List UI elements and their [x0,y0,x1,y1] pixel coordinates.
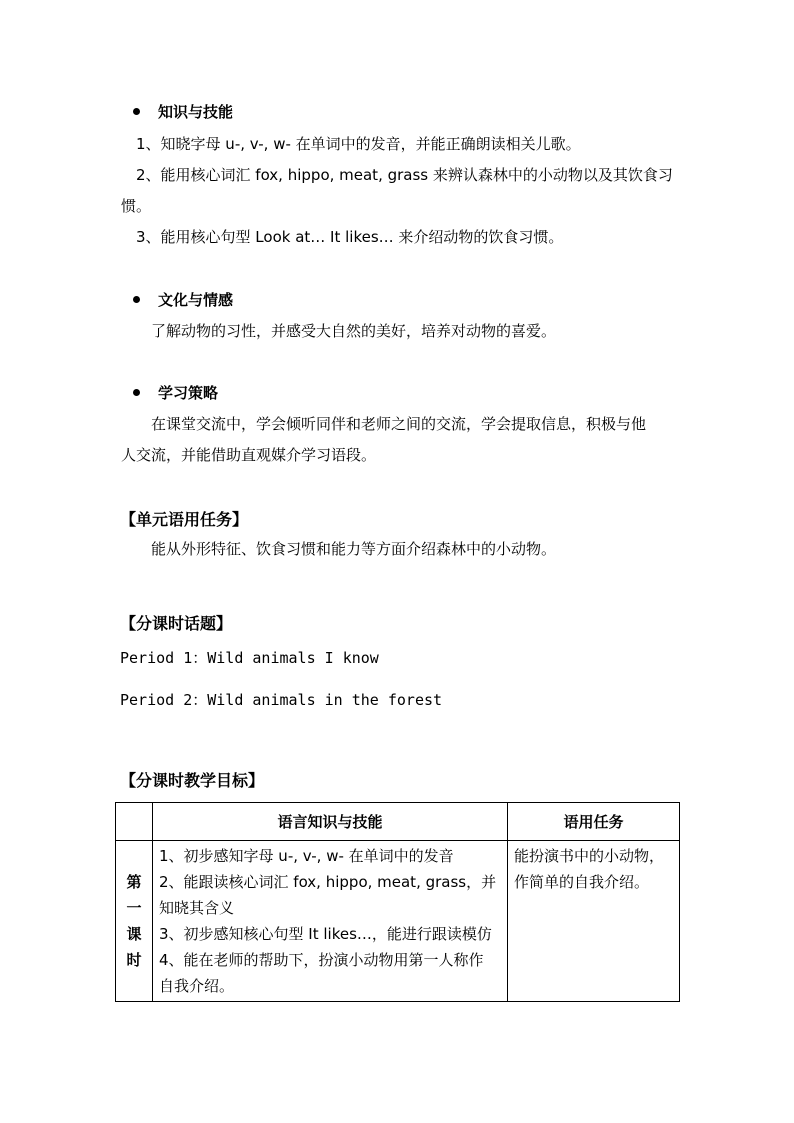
period-char: 第 [126,873,142,891]
knowledge-item-3: 3、能用核心句型 Look at… It likes… 来介绍动物的饮食习惯。 [136,228,564,246]
goals-cell [153,841,508,1002]
heading-unit-task: 【单元语用任务】 [120,510,249,529]
heading-period-topics: 【分课时话题】 [120,614,233,633]
culture-text: 了解动物的习性，并感受大自然的美好，培养对动物的喜爱。 [151,322,557,340]
period-char: 课 [126,925,142,943]
heading-strategy: 学习策略 [158,384,219,402]
table-header-task: 语用任务 [508,803,680,841]
strategy-line-1: 在课堂交流中，学会倾听同伴和老师之间的交流，学会提取信息，积极与他 [151,415,647,433]
table-header-skills: 语言知识与技能 [153,803,508,841]
period-char: 时 [126,951,142,969]
goal-line: 3、初步感知核心句型 It likes…，能进行跟读模仿 [159,925,492,943]
bullet-knowledge [133,108,140,115]
period-goals-table [115,802,680,1002]
bullet-strategy [133,389,140,396]
task-line: 作简单的自我介绍。 [514,873,650,891]
heading-period-goals: 【分课时教学目标】 [120,771,265,790]
task-line: 能扮演书中的小动物， [514,847,665,865]
knowledge-item-2: 2、能用核心词汇 fox, hippo, meat, grass 来辨认森林中的小动物以及其饮食习 [136,166,673,184]
knowledge-item-1: 1、知晓字母 u-, v-, w- 在单词中的发音，并能正确朗读相关儿歌。 [136,135,581,153]
goal-line: 2、能跟读核心词汇 fox, hippo, meat, grass，并 [159,873,497,891]
period-topic-1: Period 1：Wild animals I know [120,649,379,667]
goal-line: 自我介绍。 [159,977,235,995]
knowledge-item-2-cont: 惯。 [121,197,152,215]
period-label-cell [116,841,153,1002]
period-char: 一 [126,899,142,917]
period-topic-2: Period 2：Wild animals in the forest [120,691,443,709]
goal-line: 知晓其含义 [159,899,235,917]
table-header-row [116,803,680,841]
bullet-culture [133,296,140,303]
unit-task-text: 能从外形特征、饮食习惯和能力等方面介绍森林中的小动物。 [151,540,557,558]
heading-culture: 文化与情感 [158,291,234,309]
table-row [116,841,680,1002]
goal-line: 1、初步感知字母 u-, v-, w- 在单词中的发音 [159,847,454,865]
tasks-cell [508,841,680,1002]
table-header-empty [116,803,153,841]
goal-line: 4、能在老师的帮助下，扮演小动物用第一人称作 [159,951,484,969]
strategy-line-2: 人交流，并能借助直观媒介学习语段。 [121,446,377,464]
heading-knowledge: 知识与技能 [158,103,234,121]
